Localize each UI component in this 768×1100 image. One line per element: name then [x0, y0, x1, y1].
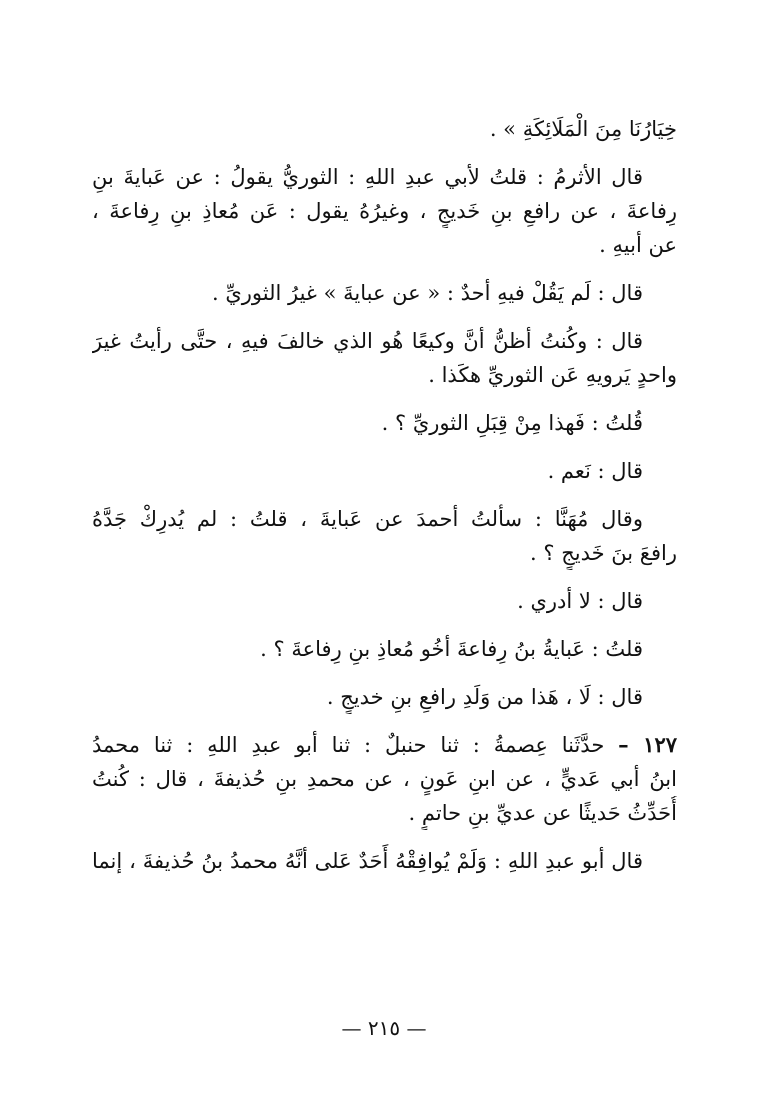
text-line-17: أُحَدِّثُ حَديثًا عن عديِّ بنِ حاتمٍ .	[408, 801, 677, 825]
text-line-4: عن أبيهِ .	[599, 233, 677, 257]
text-line-1: خِيَارُنَا مِنَ الْمَلَائِكَةِ » .	[489, 117, 677, 141]
text-line-12: قال : لا أدري .	[517, 589, 643, 613]
text-line-15	[92, 728, 677, 762]
text-line-14: قال : لَا ، هَذا من وَلَدِ رافعِ بنِ خديجٍ .	[326, 685, 643, 709]
page-number: — ٢١٥ —	[341, 1016, 427, 1040]
text-line-11: رافعَ بنَ خَديجٍ ؟ .	[530, 541, 677, 565]
text-line-10: وقال مُهَنَّا : سألتُ أحمدَ عن عَبايةَ ، قلتُ : لم يُدرِكْ جَدَّهُ	[92, 507, 643, 531]
text-line-13: قلتُ : عَبايةُ بنُ رِفاعةَ أخُو مُعاذِ بنِ رِفاعةَ ؟ .	[260, 637, 643, 661]
text-line-7: واحدٍ يَرويهِ عَن الثوريِّ هكَذا .	[428, 363, 677, 387]
text-line-6: قال : وكُنتُ أظنُّ أنَّ وكيعًا هُو الذي خالفَ فيهِ ، حتَّى رأيتُ غيرَ	[92, 329, 643, 353]
text-line-8: قُلتُ : فَهذا مِنْ قِبَلِ الثوريِّ ؟ .	[381, 411, 643, 435]
hadith-number: ١٢٧ –	[618, 732, 677, 757]
text-line-9: قال : نَعم .	[547, 459, 643, 483]
text-line-3: رِفاعةَ ، عن رافعِ بنِ خَديجٍ ، وغيرُهُ يقول : عَن مُعاذِ بنِ رِفاعةَ ،	[92, 199, 677, 223]
hadith-text: حدَّثَنا عِصمةُ : ثنا حنبلٌ : ثنا أبو عبدِ اللهِ : ثنا محمدُ	[92, 733, 605, 757]
text-line-18: قال أبو عبدِ اللهِ : وَلَمْ يُوافِقْهُ أَحَدٌ عَلى أنَّهُ محمدُ بنُ حُذيفةَ ، إنما	[92, 849, 643, 873]
text-line-16: ابنُ أبي عَديٍّ ، عن ابنِ عَونٍ ، عن محمدِ بنِ حُذيفةَ ، قال : كُنتُ	[92, 767, 677, 791]
page-text	[92, 112, 677, 878]
text-line-2: قال الأثرمُ : قلتُ لأبي عبدِ اللهِ : الثوريُّ يقولُ : عن عَبايةَ بنِ	[92, 165, 643, 189]
text-line-5: قال : لَم يَقُلْ فيهِ أحدٌ : « عن عبايةَ » غيرُ الثوريِّ .	[211, 281, 643, 305]
